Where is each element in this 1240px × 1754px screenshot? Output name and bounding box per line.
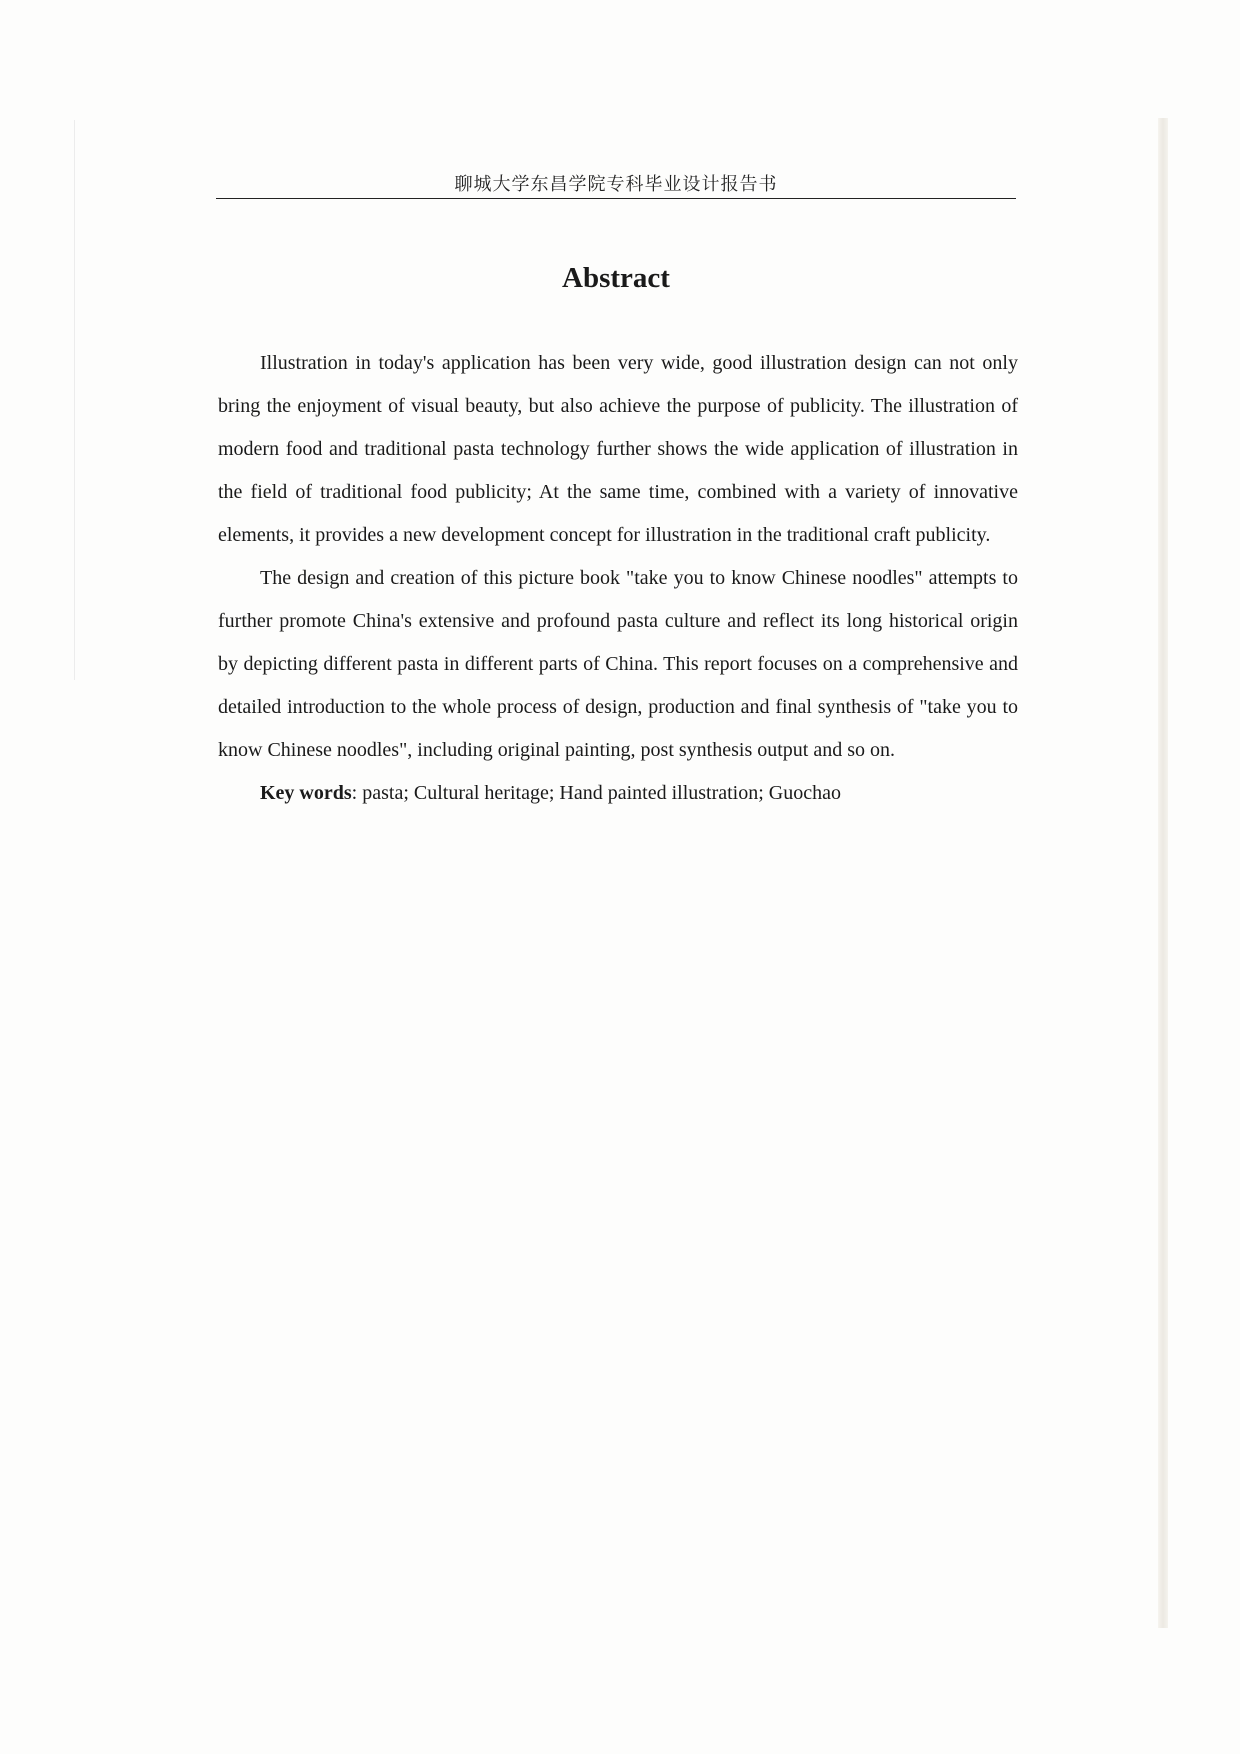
abstract-body: [218, 342, 1018, 815]
scan-edge-left: [74, 120, 75, 680]
abstract-paragraph-1: Illustration in today's application has been very wide, good illustration design can not only bring the enjoyment of visual beauty, but also achieve the purpose of publicity. The illustration of modern food and traditional pasta technology further shows the wide application of illustration in the field of traditional food publicity; At the same time, combined with a variety of innovative elements, it provides a new development concept for illustration in the traditional craft publicity.: [218, 352, 1018, 546]
scan-edge-right: [1158, 118, 1168, 1628]
keywords-text: : pasta; Cultural heritage; Hand painted illustration; Guochao: [351, 782, 841, 804]
abstract-title: Abstract: [562, 262, 670, 294]
keywords-label: Key words: [260, 782, 352, 804]
running-header: 聊城大学东昌学院专科毕业设计报告书: [454, 174, 778, 195]
keywords-line: [218, 772, 1018, 815]
header-rule: [216, 198, 1016, 199]
abstract-paragraph-2: The design and creation of this picture book "take you to know Chinese noodles" attempts to further promote China's extensive and profound pasta culture and reflect its long historical origin by depicting different pasta in different parts of China. This report focuses on a comprehensive and detailed introduction to the whole process of design, production and final synthesis of "take you to know Chinese noodles", including original painting, post synthesis output and so on.: [218, 567, 1018, 761]
